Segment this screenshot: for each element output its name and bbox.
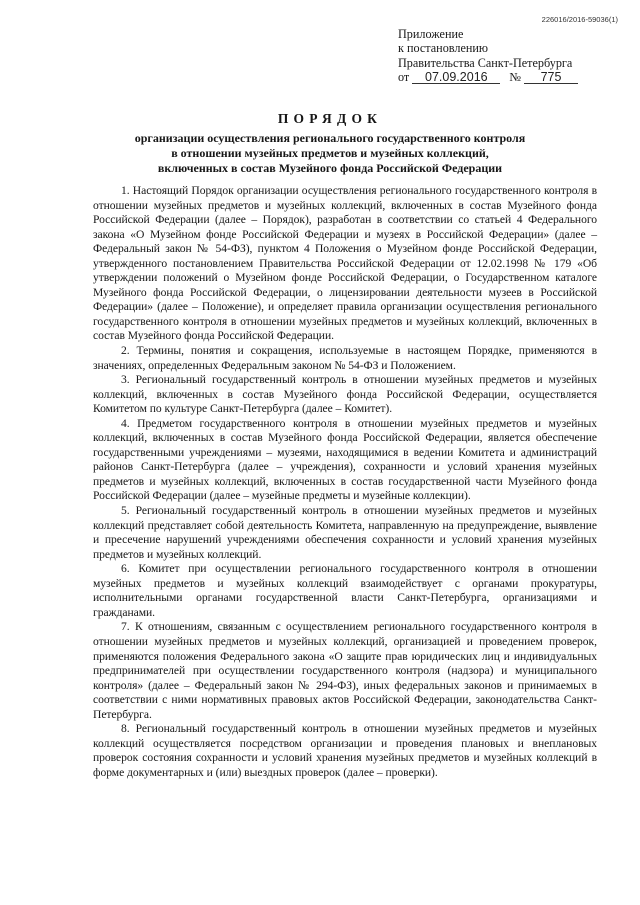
page-subtitle-1: организации осуществления регионального государственного контроля [134,131,526,145]
paragraph-4: 4. Предметом государственного контроля в отношении музейных предметов и музейных коллекций, включенных в состав Музейного фонда Российской Федерации, является обеспечение государственными учреждениями – музеями, находящимися в ведении Комитета и администраций районов Санкт-Петербурга (далее – учреждения), сохранности и условий хранения музейных предметов и музейных коллекций, включенных в состав государственной части Музейного фонда Российской Федерации (далее – музейные предметы и музейные коллекции). [93,416,597,503]
paragraph-7: 7. К отношениям, связанным с осуществлением регионального государственного контроля в отношении музейных предметов и музейных коллекций, организацией и проведением проверок, применяются положения Федерального закона «О защите прав юридических лиц и индивидуальных предпринимателей при осуществлении государственного контроля (надзора) и муниципального контроля» (далее – Федеральный закон № 294-ФЗ), иных федеральных законов и принимаемых в соответствии с ними нормативных правовых актов Российской Федерации, законодательства Санкт-Петербурга. [93,620,597,721]
paragraph-5: 5. Региональный государственный контроль в отношении музейных предметов и музейных коллекций представляет собой деятельность Комитета, направленную на предупреждение, выявление и пресечение нарушений учреждениями обеспечения сохранности и условий хранения музейных предметов и музейных коллекций. [93,504,597,561]
document-id: 226016/2016-59036(1) [541,15,618,24]
annex-date-row [398,70,578,84]
number-sign: № [509,70,521,85]
paragraph-8: 8. Региональный государственный контроль в отношении музейных предметов и музейных коллекций осуществляется посредством организации и проведения плановых и внеплановых проверок состояния сохранности и условий хранения музейных предметов и музейных коллекций в форме документарных и (или) выездных проверок (далее – проверки). [93,722,597,779]
page-subtitle-3: включенных в состав Музейного фонда Российской Федерации [157,160,503,175]
document-body [93,184,597,780]
annex-line-2: к постановлению [398,41,489,56]
annex-line-3: Правительства Санкт-Петербурга [398,55,573,70]
resolution-date: 07.09.2016 [412,71,500,84]
paragraph-6: 6. Комитет при осуществлении регионального государственного контроля в отношении музейных предметов и музейных коллекций взаимодействует с органами прокуратуры, исполнительными органами государственной власти Санкт-Петербурга, организациями и гражданами. [93,562,597,619]
page-subtitle-2: в отношении музейных предметов и музейных коллекций, [171,145,489,160]
date-prefix: от [398,70,410,85]
resolution-number: 775 [524,71,578,84]
paragraph-1: 1. Настоящий Порядок организации осуществления регионального государственного контроля в отношении музейных предметов и музейных коллекций, включенных в состав Музейного фонда Российской Федерации (далее – Порядок), разработан в соответствии со статьей 4 Федерального закона «О Музейном фонде Российской Федерации и музеях в Российской Федерации» (далее – Федеральный закон № 54-ФЗ), пунктом 4 Положения о Музейном фонде Российской Федерации, утвержденного постановлением Правительства Российской Федерации от 12.02.1998 № 179 «Об утверждении положений о Музейном фонде Российской Федерации, о Государственном каталоге Музейного фонда Российской Федерации, о лицензировании деятельности музеев в Российской Федерации» (далее – Положение), и определяет правила организации осуществления регионального государственного контроля в отношении музейных предметов и музейных коллекций, включенных в состав Музейного фонда Российской Федерации. [93,184,597,343]
title-block [60,111,600,175]
annex-block [398,27,578,85]
page-title: ПОРЯДОК [277,111,383,126]
annex-line-1: Приложение [398,27,464,41]
paragraph-3: 3. Региональный государственный контроль в отношении музейных предметов и музейных коллекций, включенных в состав Музейного фонда Российской Федерации, осуществляется Комитетом по культуре Санкт-Петербурга (далее – Комитет). [93,373,597,416]
paragraph-2: 2. Термины, понятия и сокращения, используемые в настоящем Порядке, применяются в значениях, определенных Федеральным законом № 54-ФЗ и Положением. [93,344,597,372]
